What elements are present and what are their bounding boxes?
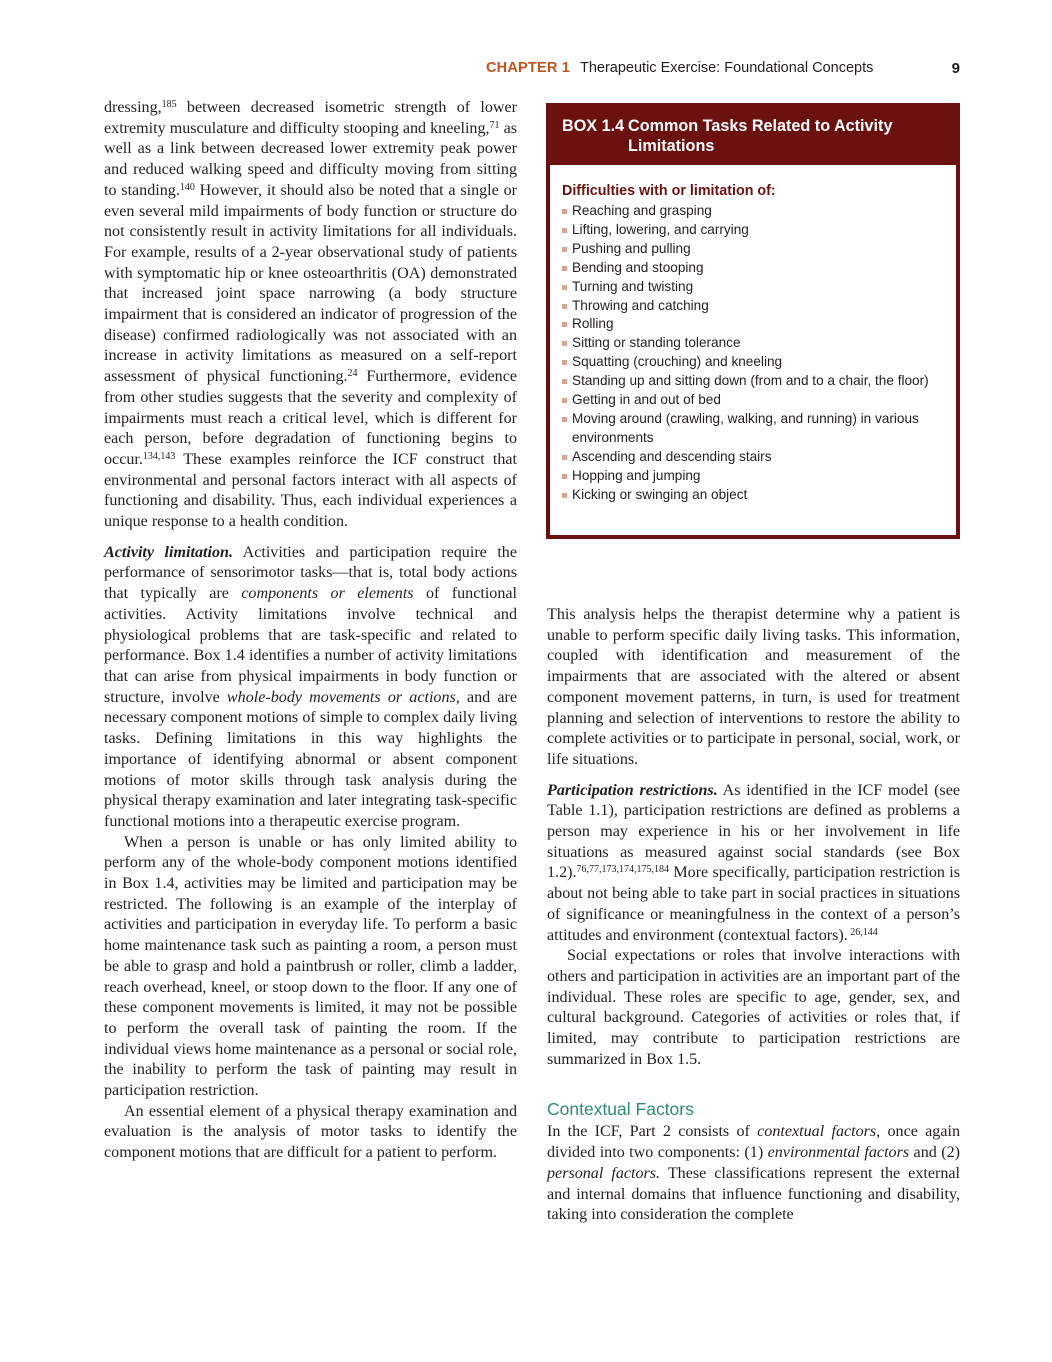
list-item: Turning and twisting [562, 278, 950, 297]
paragraph-contextual-factors: In the ICF, Part 2 consists of contextual factors, once again divided into two components: (1) environmental factors and (2) personal factors. These classifications represent the external and internal domains that influence functioning and disability, taking into consideration the complete [547, 1123, 960, 1224]
citation: 71 [489, 119, 500, 131]
paragraph-example: When a person is unable or has only limited ability to perform any of the whole-body component motions identified in Box 1.4, activities may be limited and participation may be restricted. The following is an example of the interplay of activities and participation in everyday life. To perform a basic home maintenance task such as painting a room, a person must be able to grasp and hold a paintbrush or roller, climb a ladder, reach overhead, kneel, or stoop down to the floor. If any one of these component movements is limited, it may not be possible to perform the overall task of painting the room. If the individual views home maintenance as a personal or social role, the inability to perform the task of painting may result in participation restriction. [104, 833, 517, 1100]
paragraph-analysis: This analysis helps the therapist determine why a patient is unable to perform specific daily living tasks. This information, coupled with identification and measurement of the impairments that are associated with the altered or absent component movement patterns, in turn, is used for treatment planning and selection of interventions to restore the ability to complete activities or to participate in personal, social, work, or life situations. [547, 606, 960, 768]
list-item: Bending and stooping [562, 259, 950, 278]
run-in-heading: Activity limitation. [104, 543, 233, 561]
paragraph-social-roles: Social expectations or roles that involve interactions with others and participation in activities are an important part of the individual. These roles are specific to age, gender, sex, and cultural background. Categories of activities or roles that, if limited, may contribute to participation restrictions are summarized in Box 1.5. [547, 947, 960, 1068]
paragraph-continuation: dressing,$^{185}$ between decreased isometric strength of lower extremity musculature and difficulty stooping and kneeling,$^{71}$ as well as a link between decreased lower extremity peak power and reduced walking speed and difficulty moving from sitting to standing.$^{140}$ However, it should also be noted that a single or even several mild impairments of body function or structure do not consistently result in activity limitations for all individuals. For example, results of a 2-year observational study of patients with symptomatic hip or knee osteoarthritis (OA) demonstrated that increased joint space narrowing (a body structure impairment that is considered an indicator of progression of the disease) confirmed radiologically was not associated with an increase in activity limitations as measured on a self-report assessment of physical functioning.$^{24}$ Furthermore, evidence from other studies suggests that the severity and complexity of impairments must reach a critical level, which is different for each person, before degradation of functioning begins to occur.$^{134,143}$ These examples reinforce the ICF construct that environmental and personal factors interact with all aspects of functioning and disability. Thus, each individual experiences a unique response to a health condition. [104, 99, 517, 531]
list-item: Squatting (crouching) and kneeling [562, 353, 950, 372]
list-item: Lifting, lowering, and carrying [562, 221, 950, 240]
list-item: Pushing and pulling [562, 240, 950, 259]
list-item: Hopping and jumping [562, 467, 950, 486]
box-number: BOX 1.4 [562, 117, 625, 135]
left-column [104, 98, 517, 1164]
citation: 76,77,173,174,175,184 [576, 864, 669, 876]
citation: 26,144 [847, 926, 878, 938]
list-item: Kicking or swinging an object [562, 486, 950, 505]
page-number: 9 [951, 60, 960, 77]
citation: 24 [347, 368, 358, 380]
box-1-4 [546, 103, 960, 539]
list-item: Rolling [562, 315, 950, 334]
list-item: Sitting or standing tolerance [562, 334, 950, 353]
box-title: Common Tasks Related to Activity Limitations [628, 117, 893, 155]
box-list [562, 202, 950, 505]
run-in-heading: Participation restrictions. [547, 781, 718, 799]
box-header [562, 114, 942, 160]
citation: 185 [161, 99, 177, 110]
running-header [486, 60, 962, 80]
chapter-title: Therapeutic Exercise: Foundational Concepts [579, 60, 874, 76]
list-item: Moving around (crawling, walking, and running) in various environments [562, 410, 950, 448]
citation: 134,143 [142, 450, 176, 462]
paragraph-activity-limitation: Activity limitation. Activities and participation require the performance of sensorimotor tasks—that is, total body actions that typically are components or elements of functional activities. Activity limitations involve technical and physiological problems that are task-specific and related to performance. Box 1.4 identifies a number of activity limitations that can arise from physical impairments in body function or structure, involve whole-body movements or actions, and are necessary component motions of simple to complex daily living tasks. Defining limitations in this way highlights the importance of identifying abnormal or absent component motions of motor skills through task analysis during the physical therapy examination and later integrating task-specific functional motions into a therapeutic exercise program. [104, 543, 518, 830]
section-heading: Contextual Factors [547, 1099, 694, 1120]
paragraph-task-analysis: An essential element of a physical therapy examination and evaluation is the analysis of motor tasks to identify the component motions that are difficult for a patient to perform. [104, 1102, 517, 1162]
box-subheading: Difficulties with or limitation of: [562, 183, 776, 199]
list-item: Throwing and catching [562, 297, 950, 316]
paragraph-participation-restrictions: Participation restrictions. As identified in the ICF model (see Table 1.1), participation restrictions are defined as problems a person may experience in his or her involvement in life situations as measured against social standards (see Box 1.2).$^{76,77,173,174,175,184}$ More specifically, participation restriction is about not being able to take part in social practices in situations of significance or meaningfulness in the context of a person’s attitudes and environment (contextual factors). $^{26,144}$ [547, 781, 960, 944]
list-item: Ascending and descending stairs [562, 448, 950, 467]
list-item: Standing up and sitting down (from and to a chair, the floor) [562, 372, 950, 391]
right-column [547, 605, 960, 1226]
list-item: Reaching and grasping [562, 202, 950, 221]
list-item: Getting in and out of bed [562, 391, 950, 410]
citation: 140 [179, 181, 195, 193]
box-body [550, 165, 956, 535]
chapter-label: CHAPTER 1 [486, 60, 570, 76]
